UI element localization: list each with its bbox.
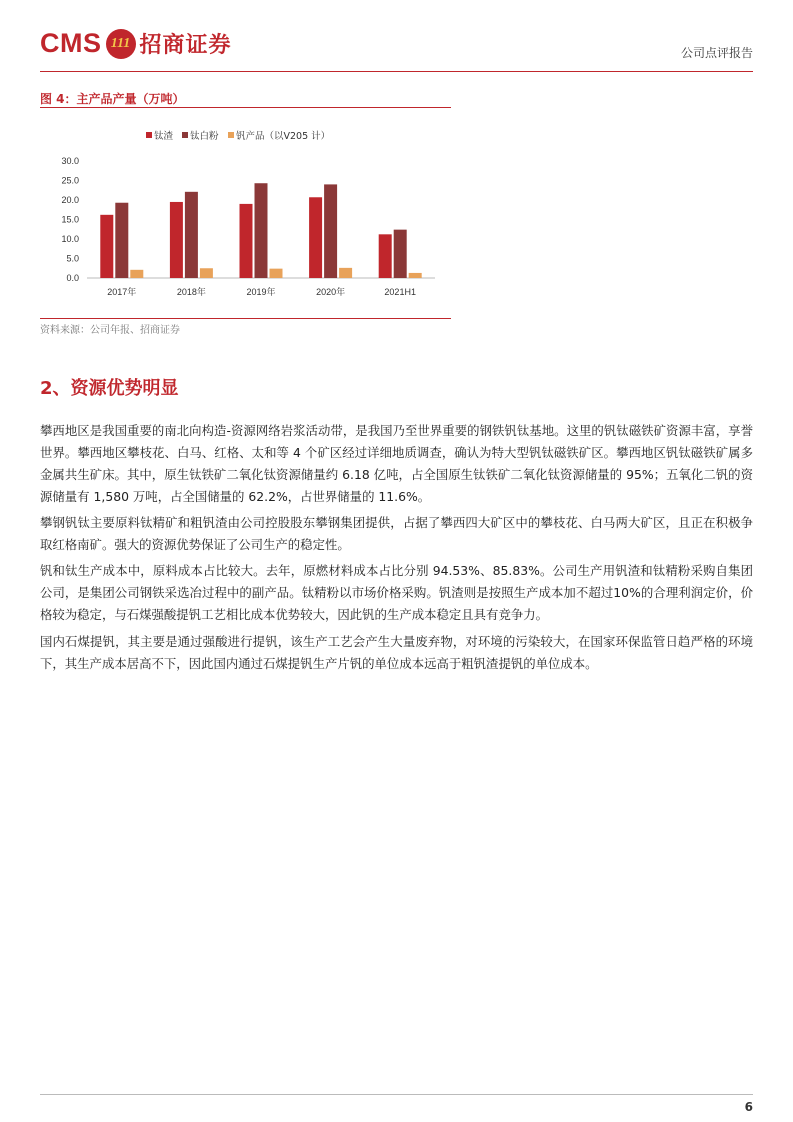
bar-2-2: [270, 269, 283, 278]
paragraph-production-cost: 钒和钛生产成本中，原料成本占比较大。去年，原燃材料成本占比分别 94.53%、85.83%。公司生产用钒渣和钛精粉采购自集团公司，是集团公司钢铁采选冶过程中的副产品。钛精粉以市场价格采购。钒渣则是按照生产成本加不超过10%的合理利润定价，价格较为稳定，与石煤强酸提钒工艺相比成本优势较大，因此钒的生产成本稳定且具有竞争力。: [40, 563, 753, 622]
bar-1-3: [324, 184, 337, 278]
x-tick-label: 2019年: [246, 287, 276, 297]
x-tick-label: 2021H1: [384, 287, 416, 297]
logo-seal-icon: 111: [106, 29, 136, 59]
bar-1-2: [255, 183, 268, 278]
bar-1-4: [394, 230, 407, 278]
page-header: [40, 24, 753, 70]
bar-2-3: [339, 268, 352, 278]
bar-2-1: [200, 268, 213, 278]
x-tick-label: 2020年: [316, 287, 346, 297]
figure-bottom-divider: [40, 318, 451, 319]
legend-swatch-1: [182, 132, 188, 138]
y-tick-label: 25.0: [61, 175, 79, 186]
company-logo: [40, 28, 232, 59]
legend-label-2: 钒产品（以V205 计）: [236, 131, 331, 142]
figure-source: 资料来源：公司年报、招商证券: [40, 325, 180, 336]
bar-0-1: [170, 202, 183, 278]
y-tick-label: 0.0: [66, 273, 79, 283]
bar-2-4: [409, 273, 422, 278]
bar-0-4: [379, 234, 392, 278]
bar-2-0: [130, 270, 143, 278]
x-tick-label: 2017年: [107, 287, 137, 297]
y-tick-label: 20.0: [61, 195, 79, 205]
page-number: 6: [744, 1100, 753, 1114]
y-tick-label: 30.0: [61, 156, 79, 166]
legend-swatch-0: [146, 132, 152, 138]
y-tick-label: 10.0: [61, 234, 79, 244]
paragraph-raw-materials: 攀钢钒钛主要原料钛精矿和粗钒渣由公司控股股东攀钢集团提供，占据了攀西四大矿区中的攀枝花、白马两大矿区，且正在积极争取红格南矿。强大的资源优势保证了公司生产的稳定性。: [40, 515, 753, 552]
production-bar-chart: [40, 120, 451, 310]
logo-cms-text: CMS: [40, 28, 102, 58]
y-tick-label: 15.0: [61, 214, 79, 225]
bar-1-1: [185, 192, 198, 278]
figure-top-divider: [40, 107, 451, 108]
section-title: 2、资源优势明显: [40, 378, 179, 399]
paragraph-resources: 攀西地区是我国重要的南北向构造-资源网络岩浆活动带，是我国乃至世界重要的钢铁钒钛基地。这里的钒钛磁铁矿资源丰富，享誉世界。攀西地区攀枝花、白马、红格、太和等 4 个矿区经过详细地质调查，确认为特大型钒钛磁铁矿区。攀西地区钒钛磁铁矿属多金属共生矿床。其中，原生钛铁矿二氧化钛资源储量约 6.18 亿吨，占全国原生钛铁矿二氧化钛资源储量的 95%；五氧化二钒的资源储量有 1,580 万吨，占全国储量的 62.2%，占世界储量的 11.6%。: [40, 423, 753, 504]
bar-1-0: [115, 203, 128, 278]
x-tick-label: 2018年: [176, 287, 206, 297]
bar-0-2: [240, 204, 253, 278]
footer-divider: [40, 1094, 753, 1095]
legend-swatch-2: [228, 132, 234, 138]
y-tick-label: 5.0: [66, 253, 79, 264]
paragraph-stone-coal: 国内石煤提钒，其主要是通过强酸进行提钒，该生产工艺会产生大量废弃物，对环境的污染较大，在国家环保监管日趋严格的环境下，其生产成本居高不下，因此国内通过石煤提钒生产片钒的单位成本远高于粗钒渣提钒的单位成本。: [40, 634, 753, 671]
bar-0-3: [309, 197, 322, 278]
bar-0-0: [100, 215, 113, 278]
report-type-label: 公司点评报告: [680, 46, 753, 60]
figure-title: 图 4：主产品产量（万吨）: [40, 92, 185, 106]
legend-label-0: 钛渣: [154, 131, 174, 142]
legend-label-1: 钛白粉: [190, 131, 219, 142]
logo-company-name: 招商证券: [139, 33, 232, 58]
header-divider: [40, 71, 753, 72]
